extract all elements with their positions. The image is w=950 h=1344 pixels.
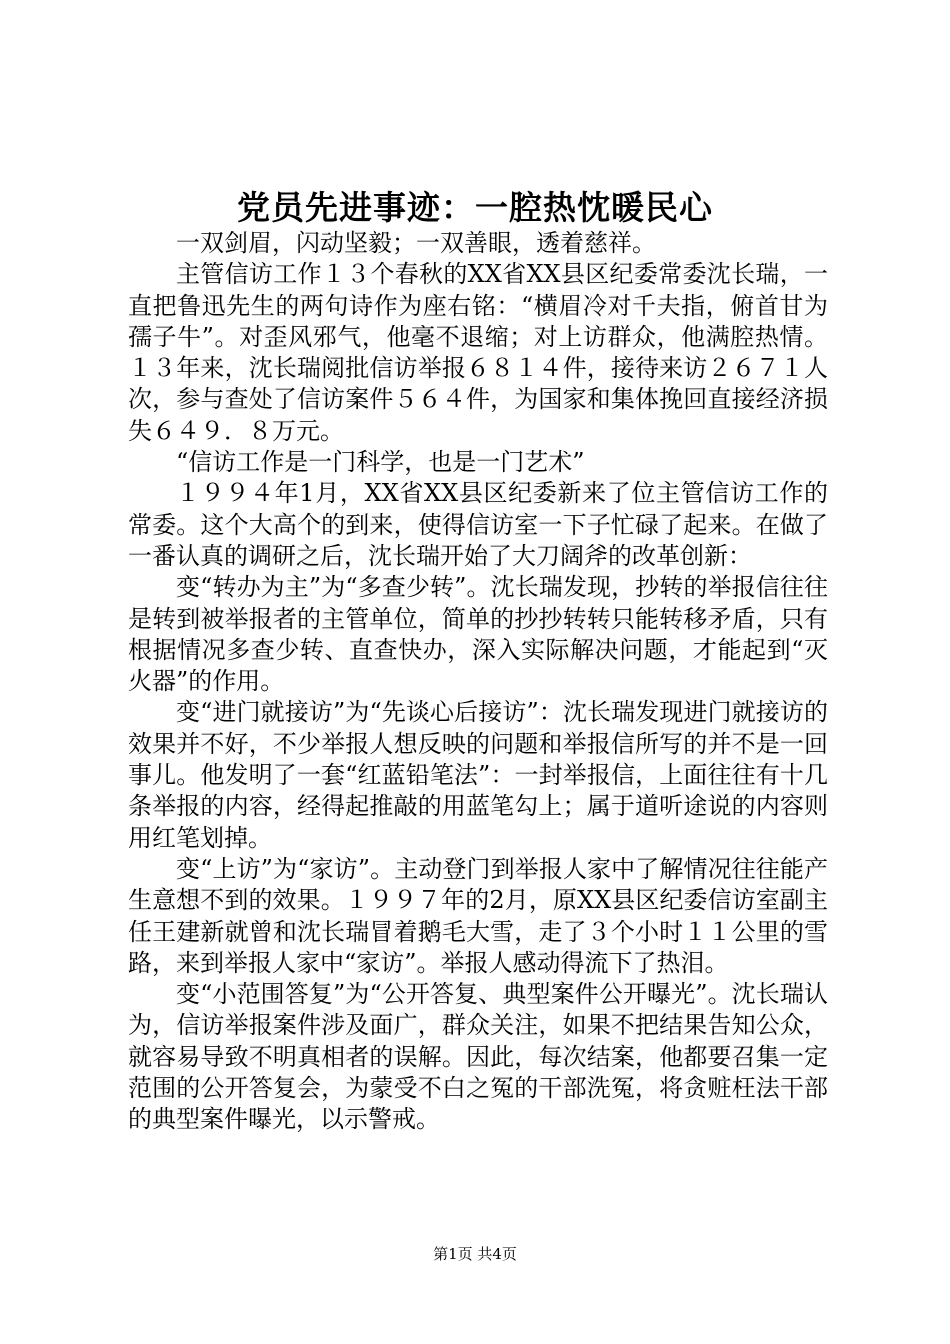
paragraph: 一双剑眉，闪动坚毅；一双善眼，透着慈祥。 (176, 229, 656, 257)
page-footer: 第1页 共4页 (433, 1245, 517, 1263)
document-body (128, 228, 828, 1136)
document-title: 党员先进事迹：一腔热忱暖民心 (237, 188, 713, 227)
paragraph: 变“上访”为“家访”。主动登门到举报人家中了解情况往往能产生意想不到的效果。１９９７年的2月，原XX县区纪委信访室副主任王建新就曾和沈长瑞冒着鹅毛大雪，走了３个小时１１公里的雪路，来到举报人家中“家访”。举报人感动得流下了热泪。 (128, 854, 828, 977)
section-heading: “信访工作是一门科学，也是一门艺术” (176, 448, 585, 477)
paragraph: 主管信访工作１３个春秋的XX省XX县区纪委常委沈长瑞，一直把鲁迅先生的两句诗作为座右铭：“横眉冷对千夫指，俯首甘为孺子牛”。对歪风邪气，他毫不退缩；对上访群众，他满腔热情。１３年来，沈长瑞阅批信访举报６８１４件，接待来访２６７１人次，参与查处了信访案件５６４件，为国家和集体挽回直接经济损失６４９．８万元。 (128, 260, 828, 445)
paragraph: １９９４年1月，XX省XX县区纪委新来了位主管信访工作的常委。这个大高个的到来，使得信访室一下子忙碌了起来。在做了一番认真的调研之后，沈长瑞开始了大刀阔斧的改革创新： (128, 479, 828, 570)
paragraph: 变“转办为主”为“多查少转”。沈长瑞发现，抄转的举报信往往是转到被举报者的主管单位，简单的抄抄转转只能转移矛盾，只有根据情况多查少转、直查快办，深入实际解决问题，才能起到“灭火器”的作用。 (128, 573, 828, 696)
paragraph: 变“进门就接访”为“先谈心后接访”：沈长瑞发现进门就接访的效果并不好，不少举报人想反映的问题和举报信所写的并不是一回事儿。他发明了一套“红蓝铅笔法”：一封举报信，上面往往有十几条举报的内容，经得起推敲的用蓝笔勾上；属于道听途说的内容则用红笔划掉。 (128, 698, 828, 852)
paragraph: 变“小范围答复”为“公开答复、典型案件公开曝光”。沈长瑞认为，信访举报案件涉及面广，群众关注，如果不把结果告知公众，就容易导致不明真相者的误解。因此，每次结案，他都要召集一定范围的公开答复会，为蒙受不白之冤的干部洗冤，将贪赃枉法干部的典型案件曝光，以示警戒。 (128, 980, 828, 1134)
